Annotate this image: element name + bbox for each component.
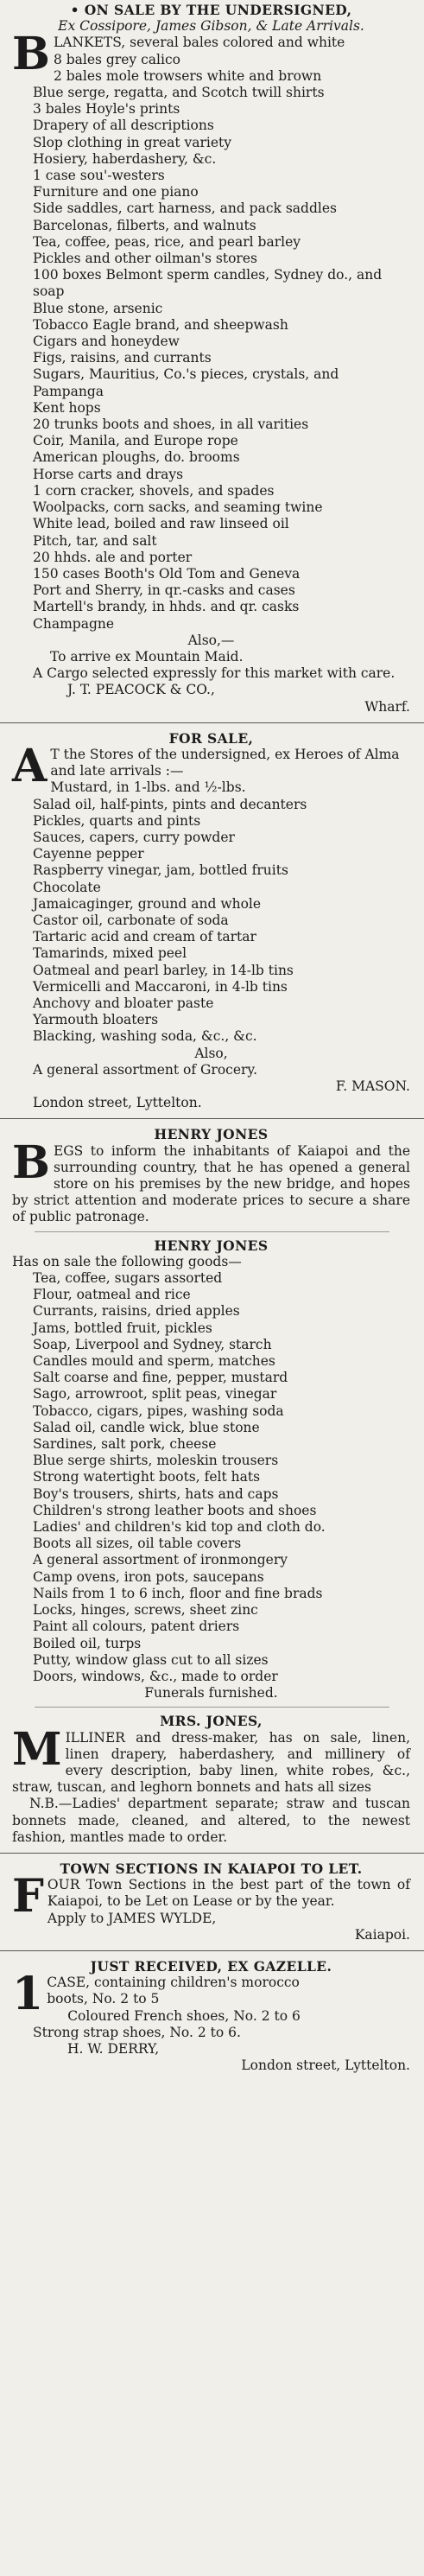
list-item: Hosiery, haberdashery, &c. bbox=[33, 150, 217, 167]
list-item: Blue serge, regatta, and Scotch twill shirts bbox=[33, 85, 325, 101]
list-item: Soap, Liverpool and Sydney, starch bbox=[33, 1336, 272, 1352]
list-item: Candles mould and sperm, matches bbox=[33, 1353, 275, 1370]
ad-mason bbox=[0, 730, 424, 1112]
list-item: Tamarinds, mixed peel bbox=[33, 945, 187, 962]
list-item: Oatmeal and pearl barley, in 14-lb tins bbox=[33, 962, 294, 978]
apply-line: Apply to JAMES WYLDE, bbox=[47, 1910, 217, 1926]
list-item: Vermicelli and Maccaroni, in 4-lb tins bbox=[33, 978, 288, 995]
ad-heading: MRS. JONES, bbox=[160, 1713, 263, 1730]
line: Coloured French shoes, No. 2 to 6 bbox=[67, 2007, 301, 2024]
place: Wharf. bbox=[364, 698, 410, 715]
list-item: Locks, hinges, screws, sheet zinc bbox=[33, 1602, 258, 1619]
ad-heading: • ON SALE BY THE UNDERSIGNED, bbox=[70, 2, 352, 18]
list-item: Boiled oil, turps bbox=[33, 1635, 142, 1651]
list-item: Blue stone, arsenic bbox=[33, 300, 163, 316]
list-item: Blacking, washing soda, &c., &c. bbox=[33, 1028, 257, 1045]
list-item: 20 hhds. ale and porter bbox=[33, 549, 193, 565]
list-item: Coir, Manila, and Europe rope bbox=[33, 433, 238, 449]
grocery-line: A general assortment of Grocery. bbox=[33, 1061, 258, 1078]
also-line: Also,— bbox=[187, 632, 235, 648]
signature: H. W. DERRY, bbox=[67, 2040, 160, 2057]
divider bbox=[35, 1707, 389, 1708]
list-item: Tea, coffee, sugars assorted bbox=[33, 1270, 223, 1287]
list-item: Ladies' and children's kid top and cloth do. bbox=[33, 1519, 326, 1536]
ad-heading: TOWN SECTIONS IN KAIAPOI TO LET. bbox=[60, 1860, 363, 1877]
address: London street, Lyttelton. bbox=[241, 2058, 410, 2074]
list-item: Sugars, Mauritius, Co.'s pieces, crystals, and Pampanga bbox=[33, 366, 339, 399]
list-item: Putty, window glass cut to all sizes bbox=[33, 1651, 269, 1668]
list-item: Doors, windows, &c., made to order bbox=[33, 1668, 278, 1684]
list-item: Flour, oatmeal and rice bbox=[33, 1287, 191, 1303]
drop-cap: A bbox=[12, 739, 47, 792]
list-item: Jamaicaginger, ground and whole bbox=[33, 895, 262, 912]
list-item: 150 cases Booth's Old Tom and Geneva bbox=[33, 565, 301, 582]
list-item: Children's strong leather boots and shoes bbox=[33, 1502, 317, 1518]
list-item: Salt coarse and fine, pepper, mustard bbox=[33, 1370, 288, 1386]
list-item: Tartaric acid and cream of tartar bbox=[33, 929, 256, 945]
drop-cap: M bbox=[12, 1722, 62, 1776]
ad-mrs-jones bbox=[0, 1713, 424, 1846]
list-item: White lead, boiled and raw linseed oil bbox=[33, 516, 289, 532]
list-item: Tobacco, cigars, pipes, washing soda bbox=[33, 1402, 284, 1419]
body-text: OUR Town Sections in the best part of the town of Kaiapoi, to be Let on Lease or by the year. bbox=[47, 1877, 410, 1910]
list-item: Strong watertight boots, felt hats bbox=[33, 1469, 261, 1485]
list-item: Woolpacks, corn sacks, and seaming twine bbox=[33, 499, 323, 516]
ad-heading: JUST RECEIVED, EX GAZELLE. bbox=[90, 1957, 332, 1975]
list-item: Boy's trousers, shirts, hats and caps bbox=[33, 1485, 279, 1502]
list-item: Slop clothing in great variety bbox=[33, 134, 232, 150]
list-item: LANKETS, several bales colored and white bbox=[53, 35, 345, 51]
list-item: Horse carts and drays bbox=[33, 466, 184, 482]
ad-henry-jones-notice bbox=[0, 1126, 424, 1225]
body-text: ILLINER and dress-maker, has on sale, linen, linen drapery, haberdashery, and millinery of every description, baby linen, white robes, &c., straw, tuscan, and leghorn bonnets and hats all sizes bbox=[12, 1729, 410, 1796]
list-item: Sardines, salt pork, cheese bbox=[33, 1436, 217, 1453]
list-item: Cayenne pepper bbox=[33, 846, 144, 862]
list-item: Tea, coffee, peas, rice, and pearl barley bbox=[33, 233, 301, 250]
funerals-line: Funerals furnished. bbox=[144, 1685, 278, 1701]
address: London street, Lyttelton. bbox=[33, 1095, 202, 1111]
ad-subheading: Ex Cossipore, James Gibson, & Late Arrivals. bbox=[58, 18, 364, 35]
list-item: Nails from 1 to 6 inch, floor and fine brads bbox=[33, 1585, 323, 1601]
list-item: Salad oil, half-pints, pints and decanters bbox=[33, 796, 307, 812]
signature: J. T. PEACOCK & CO., bbox=[67, 682, 215, 698]
list-item: Mustard, in 1-lbs. and ½-lbs. bbox=[50, 779, 246, 796]
ad-heading: HENRY JONES bbox=[154, 1126, 269, 1143]
list-item: Port and Sherry, in qr.-casks and cases bbox=[33, 582, 295, 599]
ad-body bbox=[12, 1722, 410, 1797]
divider bbox=[0, 1950, 424, 1951]
ad-body bbox=[12, 1135, 410, 1226]
list-item: Camp ovens, iron pots, saucepans bbox=[33, 1568, 264, 1585]
list-item: Boots all sizes, oil table covers bbox=[33, 1536, 242, 1552]
list-item: Chocolate bbox=[33, 879, 101, 895]
cargo-line: A Cargo selected expressly for this market with care. bbox=[33, 665, 396, 682]
list-item: Tobacco Eagle brand, and sheepwash bbox=[33, 316, 288, 333]
drop-cap: B bbox=[12, 28, 50, 81]
list-item: Barcelonas, filberts, and walnuts bbox=[33, 217, 256, 233]
ad-body bbox=[12, 739, 410, 1046]
ad-heading: FOR SALE, bbox=[168, 729, 254, 747]
place: Kaiapoi. bbox=[354, 1926, 410, 1943]
drop-cap: 1 bbox=[12, 1968, 44, 2021]
nb-text: N.B.—Ladies' department separate; straw and tuscan bonnets made, cleaned, and altered, to the newest fashion, mantles made to order. bbox=[12, 1796, 410, 1845]
list-item: 3 bales Hoyle's prints bbox=[33, 101, 180, 118]
list-item: Sago, arrowroot, split peas, vinegar bbox=[33, 1386, 277, 1402]
intro: T the Stores of the undersigned, ex Heroes of Alma and late arrivals :— bbox=[50, 746, 400, 779]
divider bbox=[35, 1231, 389, 1232]
divider bbox=[0, 1118, 424, 1119]
divider bbox=[0, 1853, 424, 1854]
line: boots, No. 2 to 5 bbox=[47, 1991, 160, 2007]
body-text: EGS to inform the inhabitants of Kaiapoi and the surrounding country, that he has opened a general store on his premises by the new bridge, and hopes by strict attention and moderate prices to secure a share of public patronage. bbox=[12, 1142, 410, 1225]
drop-cap: F bbox=[12, 1870, 44, 1924]
drop-cap: B bbox=[12, 1135, 50, 1189]
list-item: Salad oil, candle wick, blue stone bbox=[33, 1419, 260, 1435]
list-item: Furniture and one piano bbox=[33, 184, 199, 200]
signature: F. MASON. bbox=[335, 1078, 410, 1094]
ad-body bbox=[12, 1968, 410, 2041]
list-item: Drapery of all descriptions bbox=[33, 118, 214, 134]
ad-henry-jones-goods bbox=[0, 1237, 424, 1702]
list-item: Jams, bottled fruit, pickles bbox=[33, 1320, 212, 1336]
line: Strong strap shoes, No. 2 to 6. bbox=[33, 2024, 241, 2040]
list-item: Pickles and other oilman's stores bbox=[33, 251, 257, 267]
list-item: Castor oil, carbonate of soda bbox=[33, 912, 229, 928]
list-item: Side saddles, cart harness, and pack saddles bbox=[33, 200, 337, 217]
divider bbox=[0, 722, 424, 723]
intro: Has on sale the following goods— bbox=[12, 1253, 242, 1269]
list-item: 100 boxes Belmont sperm candles, Sydney do., and soap bbox=[33, 267, 383, 300]
list-item: Champagne bbox=[33, 615, 115, 632]
list-item: 1 corn cracker, shovels, and spades bbox=[33, 482, 275, 499]
list-item: Anchovy and bloater paste bbox=[33, 995, 214, 1011]
item-list bbox=[12, 28, 410, 632]
list-item: 2 bales mole trowsers white and brown bbox=[53, 67, 322, 84]
list-item: Paint all colours, patent driers bbox=[33, 1619, 240, 1635]
list-item: Kent hops bbox=[33, 399, 101, 416]
ad-peacock bbox=[0, 0, 424, 716]
list-item: American ploughs, do. brooms bbox=[33, 449, 240, 466]
list-item: Raspberry vinegar, jam, bottled fruits bbox=[33, 862, 288, 879]
list-item: Blue serge shirts, moleskin trousers bbox=[33, 1453, 279, 1469]
list-item: 8 bales grey calico bbox=[53, 51, 180, 67]
list-item: Sauces, capers, curry powder bbox=[33, 829, 235, 845]
item-list bbox=[12, 1270, 410, 1685]
list-item: Cigars and honeydew bbox=[33, 334, 180, 350]
list-item: Pitch, tar, and salt bbox=[33, 532, 157, 549]
list-item: 20 trunks boots and shoes, in all varities bbox=[33, 417, 309, 433]
ad-heading: HENRY JONES bbox=[154, 1237, 269, 1254]
item-list bbox=[12, 779, 410, 1045]
arrive-line: To arrive ex Mountain Maid. bbox=[50, 648, 244, 665]
ad-town-sections bbox=[0, 1860, 424, 1943]
list-item: A general assortment of ironmongery bbox=[33, 1552, 288, 1568]
ad-body bbox=[12, 28, 410, 632]
list-item: Currants, raisins, dried apples bbox=[33, 1303, 240, 1320]
list-item: 1 case sou'-westers bbox=[33, 168, 165, 184]
list-item: Yarmouth bloaters bbox=[33, 1012, 159, 1028]
list-item: Pickles, quarts and pints bbox=[33, 812, 201, 829]
also-line: Also, bbox=[194, 1045, 228, 1061]
ad-derry bbox=[0, 1958, 424, 2074]
list-item: Martell's brandy, in hhds. and qr. casks bbox=[33, 599, 300, 615]
list-item: Figs, raisins, and currants bbox=[33, 350, 212, 366]
line: CASE, containing children's morocco bbox=[47, 1975, 300, 1991]
